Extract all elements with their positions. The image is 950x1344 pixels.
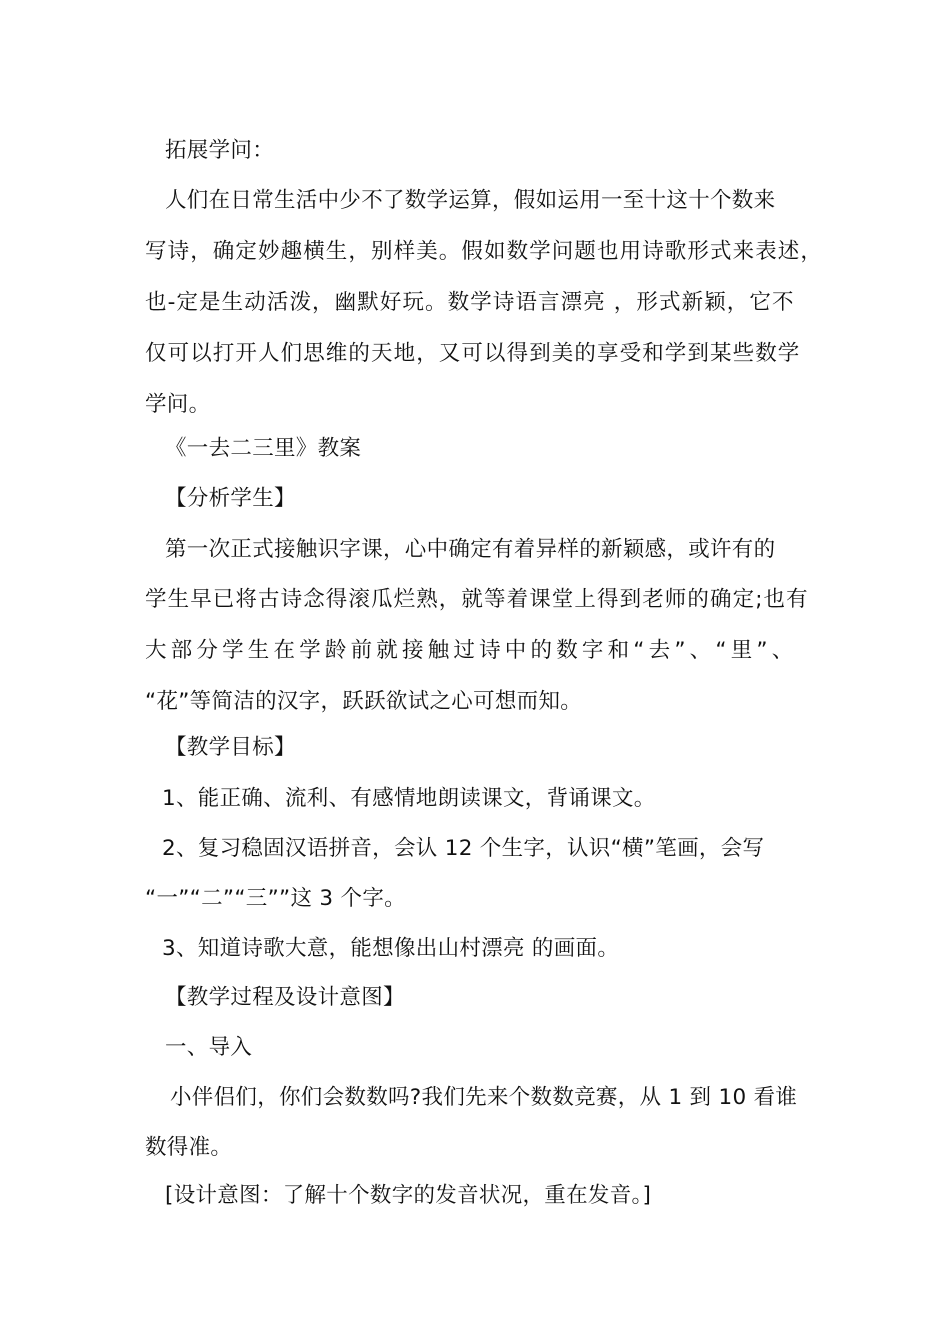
lesson-plan-title: 《一去二三里》教案 (165, 436, 362, 461)
section-heading-teaching-goals: 【教学目标】 (165, 735, 296, 760)
goal-item-1: 1、能正确、流利、有感情地朗读课文，背诵课文。 (162, 786, 656, 811)
paragraph-line: 小伴侣们，你们会数数吗?我们先来个数数竞赛，从 1 到 10 看谁 (170, 1085, 798, 1110)
paragraph-line: 第一次正式接触识字课，心中确定有着异样的新颖感，或许有的 (165, 537, 776, 562)
design-intent-note: [设计意图：了解十个数字的发音状况，重在发音。] (165, 1183, 652, 1208)
subsection-heading-intro: 一、导入 (165, 1035, 253, 1060)
paragraph-line: 大部分学生在学龄前就接触过诗中的数字和“去”、“里”、 (145, 638, 798, 663)
paragraph-line: 学生早已将古诗念得滚瓜烂熟，就等着课堂上得到老师的确定;也有 (145, 587, 809, 612)
goal-item-3: 3、知道诗歌大意，能想像出山村漂亮 的画面。 (162, 936, 620, 961)
paragraph-line: 数得准。 (145, 1135, 233, 1160)
paragraph-line: “花”等简洁的汉字，跃跃欲试之心可想而知。 (145, 689, 583, 714)
paragraph-line: 人们在日常生活中少不了数学运算，假如运用一至十这十个数来 (165, 188, 776, 213)
paragraph-line: 写诗，确定妙趣横生，别样美。假如数学问题也用诗歌形式来表述， (145, 239, 824, 264)
goal-item-2-continued: “一”“二”“三””这 3 个字。 (145, 886, 406, 911)
section-heading-analyze-students: 【分析学生】 (165, 486, 296, 511)
paragraph-line: 仅可以打开人们思维的天地，又可以得到美的享受和学到某些数学 (145, 341, 801, 366)
section-heading-extend-knowledge: 拓展学问： (165, 138, 275, 163)
goal-item-2: 2、复习稳固汉语拼音，会认 12 个生字，认识“横”笔画，会写 (162, 836, 765, 861)
paragraph-line: 也-定是生动活泼，幽默好玩。数学诗语言漂亮 ，形式新颖，它不 (145, 290, 795, 315)
section-heading-teaching-process: 【教学过程及设计意图】 (165, 985, 405, 1010)
paragraph-line: 学问。 (145, 392, 211, 417)
